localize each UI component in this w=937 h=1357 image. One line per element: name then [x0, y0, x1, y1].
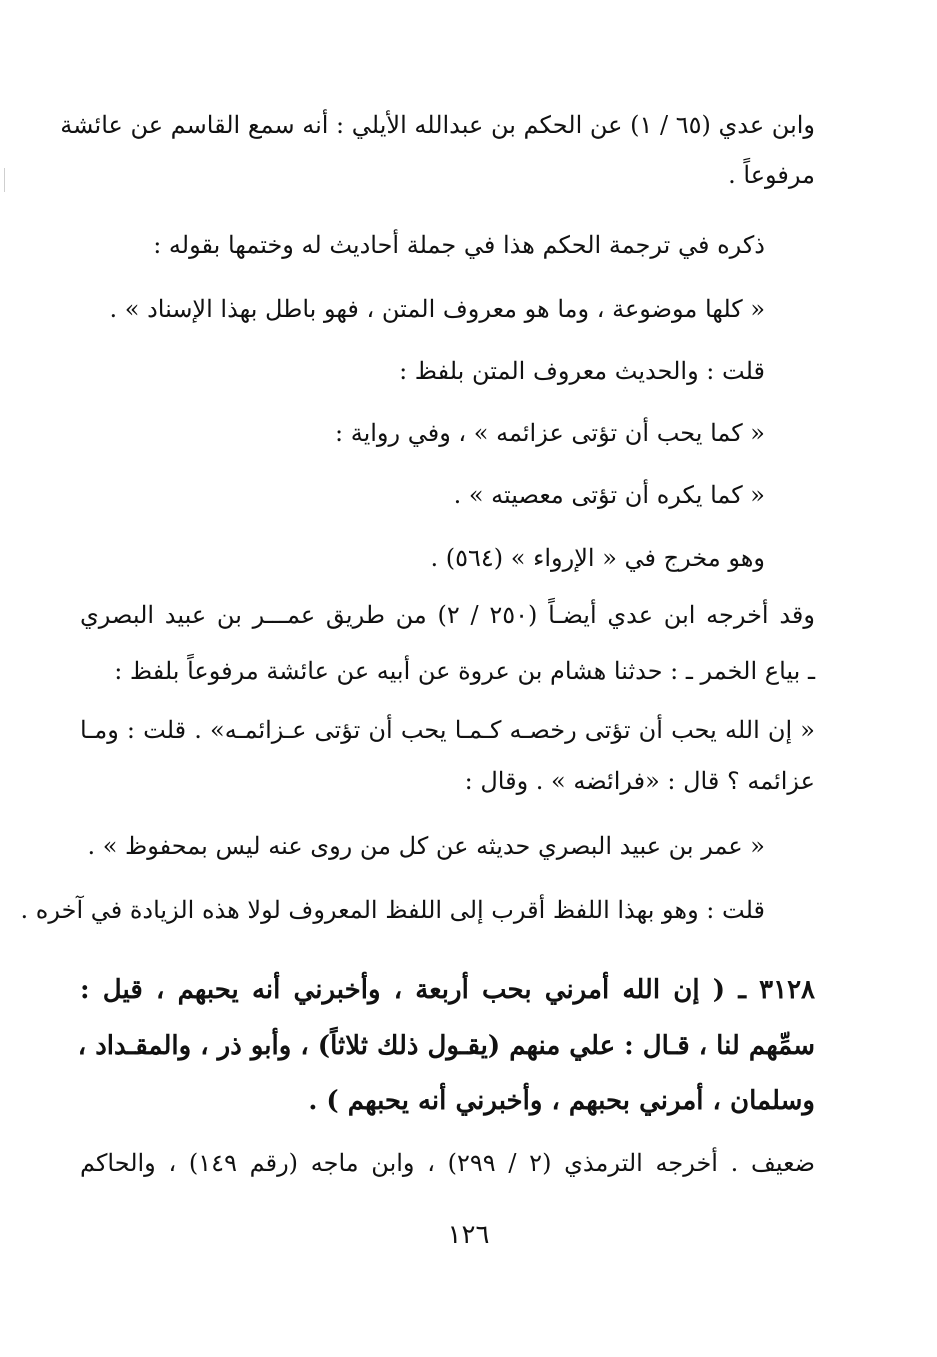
hadith-heading-line-2: سمِّهم لنا ، قـال : علي منهم (يقـول ذلك ثلاثاً) ، وأبو ذر ، والمقـداد ، — [77, 1031, 815, 1061]
text-line-12: عزائمه ؟ قال : «فرائضه » . وقال : — [464, 767, 815, 795]
text-line-18: ضعيف . أخرجه الترمذي (٢ / ٢٩٩) ، وابن ماجه (رقم ١٤٩) ، والحاكم — [80, 1149, 816, 1177]
text-line-3: ذكره في ترجمة الحكم هذا في جملة أحاديث له وختمها بقوله : — [153, 231, 765, 259]
page-number: ١٢٦ — [447, 1220, 490, 1250]
text-line-9: وقد أخرجه ابن عدي أيضـاً (٢٥٠ / ٢) من طريق عمـــر بن عبيد البصري — [80, 601, 815, 629]
text-line-5: قلت : والحديث معروف المتن بلفظ : — [399, 357, 765, 385]
text-line-7: « كما يكره أن تؤتى معصيته » . — [453, 481, 765, 509]
hadith-heading-line-1: ٣١٢٨ ـ ( إن الله أمرني بحب أربعة ، وأخبرني أنه يحبهم ، قيل : — [80, 975, 815, 1005]
text-line-11: « إن الله يحب أن تؤتى رخصـه كـمـا يحب أن تؤتى عـزائمـه» . قلت : ومـا — [80, 716, 815, 744]
text-line-4: « كلها موضوعة ، وما هو معروف المتن ، فهو باطل بهذا الإسناد » . — [109, 295, 765, 323]
text-line-14: قلت : وهو بهذا اللفظ أقرب إلى اللفظ المعروف لولا هذه الزيادة في آخره . — [20, 896, 765, 924]
hadith-heading-line-3: وسلمان ، أمرني بحبهم ، وأخبرني أنه يحبهم ) . — [308, 1086, 815, 1116]
text-line-8: وهو مخرج في « الإرواء » (٥٦٤) . — [430, 544, 765, 572]
scan-margin-mark — [4, 168, 5, 192]
text-line-1: وابن عدي (٦٥ / ١) عن الحكم بن عبدالله الأيلي : أنه سمع القاسم عن عائشة — [60, 111, 815, 139]
text-line-6: « كما يحب أن تؤتى عزائمه » ، وفي رواية : — [334, 419, 765, 447]
text-line-13: « عمر بن عبيد البصري حديثه عن كل من روى عنه ليس بمحفوظ » . — [87, 832, 765, 860]
text-line-2: مرفوعاً . — [728, 161, 815, 189]
text-line-10: ـ بياع الخمر ـ : حدثنا هشام بن عروة عن أبيه عن عائشة مرفوعاً بلفظ : — [114, 657, 815, 685]
